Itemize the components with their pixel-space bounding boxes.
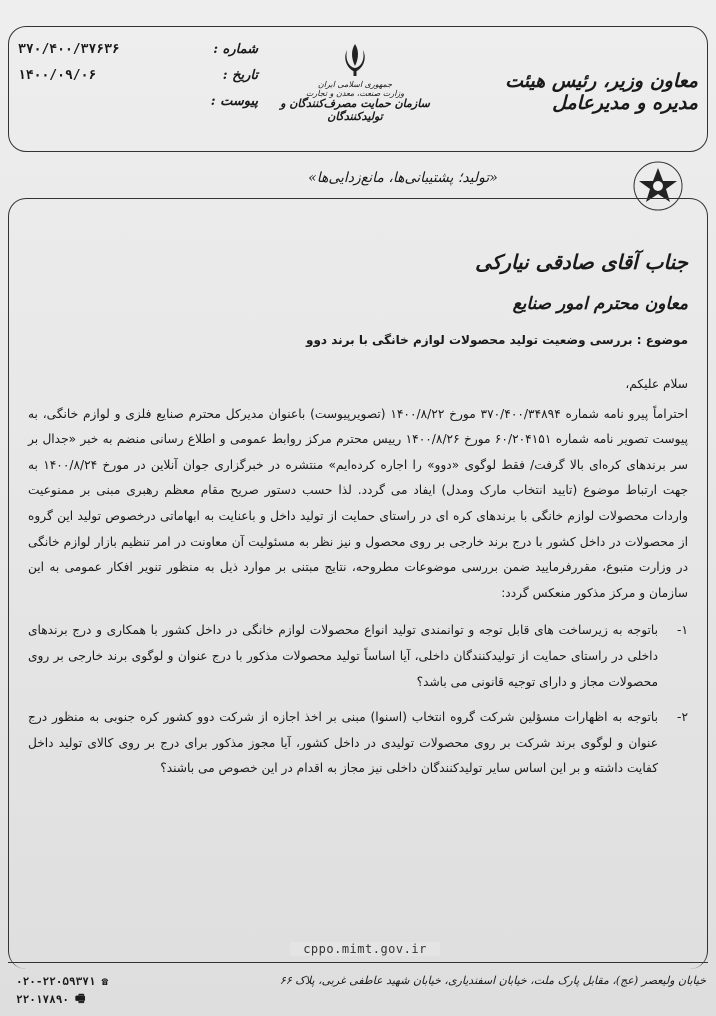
footer-divider bbox=[8, 962, 708, 963]
subject-label: موضوع : bbox=[636, 333, 688, 347]
meta-date: ۱۴۰۰/۰۹/۰۶ تاریخ : bbox=[18, 68, 258, 83]
subject-line bbox=[28, 333, 688, 347]
slogan: «تولید؛ پشتیبانی‌ها، مانع‌زدایی‌ها» bbox=[308, 170, 498, 186]
meta-attachment: پیوست : bbox=[210, 94, 258, 109]
website-link[interactable]: cppo.mimt.gov.ir bbox=[290, 942, 440, 956]
letter-meta bbox=[18, 42, 258, 120]
organization-name: جمهوری اسلامی ایران وزارت صنعت، معدن و تجارت سازمان حمایت مصرف‌کنندگان و تولیدکنندگان bbox=[280, 80, 430, 124]
addressee-role: معاون محترم امور صنایع bbox=[512, 294, 688, 314]
addressee-name: جناب آقای صادقی نیارکی bbox=[475, 250, 688, 274]
fax-row: ۲۲۰۱۷۸۹۰ 🖷 bbox=[16, 990, 126, 1008]
sender-title: معاون وزیر، رئیس هیئت مدیره و مدیرعامل bbox=[505, 70, 698, 114]
phone-row: ۰۲۰-۲۲۰۵۹۳۷۱ ☎ bbox=[16, 974, 109, 988]
meta-number: ۳۷۰/۴۰۰/۳۷۶۳۶ شماره : bbox=[18, 42, 258, 57]
main-paragraph: احتراماً پیرو نامه شماره ۳۷۰/۴۰۰/۳۴۸۹۴ مورخ ۱۴۰۰/۸/۲۲ (تصویرپیوست) باعنوان مدیرکل محترم صنایع فلزی و لوازم خانگی، به پیوست تصویر نامه شماره ۶۰/۲۰۴۱۵۱ مورخ ۱۴۰۰/۸/۲۶ رییس محترم مرکز روابط عمومی و اطلاع رسانی منضم به خبر «جدال بر سر برندهای کره‌ای بالا گرفت/ فقط لوگوی «دوو» را اجاره کرده‌ایم» منتشره در خبرگزاری جوان آنلاین در مورخ ۱۴۰۰/۸/۲۴ به جهت ارتباط موضوع (تایید انتخاب مارک ومدل) ایفاد می گردد. لذا حسب دستور صریح مقام معظم رهبری مبنی بر ممنوعیت واردات محصولات لوازم خانگی با برندهای کره ای در راستای حمایت از تولید داخل و باعنایت به ابهاماتی درخصوص تولید این گروه از محصولات در داخل کشور با درج برند خارجی بر روی محصول و نیز نظر به مسئولیت آن معاونت در امر تنظیم بازار لوازم خانگی در وزارت متبوع، مقررفرمایید ضمن بررسی موضوعات مطروحه، نتایج مبتنی بر موارد ذیل به منظور تنویر افکار عمومی به این سازمان و مرکز مذکور منعکس گردد: bbox=[28, 406, 688, 600]
postal-address: خیابان ولیعصر (عج)، مقابل پارک ملت، خیابان اسفندیاری، خیابان شهید عاطفی غربی، پلاک ۶۶ bbox=[279, 974, 706, 987]
question-list bbox=[28, 618, 688, 782]
list-item: ۲- باتوجه به اظهارات مسؤلین شرکت گروه انتخاب (اسنوا) مبنی بر اخذ اجازه از شرکت دوو کشور کره جنوبی به منظور درج عنوان و لوگوی برند شرکت بر روی محصولات تولیدی در داخل کشور، آیا مجوز مذکور برای درج بر روی کالای تولید داخل کفایت داشته و بر این اساس سایر تولیدکنندگان داخلی نیز مجاز به اقدام در این خصوص می باشند؟ bbox=[28, 710, 688, 776]
fax-icon: 🖷 bbox=[74, 991, 86, 1005]
phone-icon: ☎ bbox=[101, 974, 109, 988]
greeting: سلام علیکم، bbox=[625, 377, 688, 391]
list-item: ۱- باتوجه به زیرساخت های قابل توجه و توانمندی تولید انواع محصولات لوازم خانگی در داخل کشور با همکاری و درج برندهای داخلی در راستای حمایت از تولیدکنندگان داخلی، آیا اساساً تولید محصولات مذکور با درج عنوان و لوگوی برند خارجی بر روی محصولات مجاز و دارای توجیه قانونی می باشد؟ bbox=[28, 623, 688, 689]
iran-emblem-icon bbox=[338, 40, 372, 80]
subject-text: بررسی وضعیت تولید محصولات لوازم خانگی با برند دوو bbox=[305, 333, 633, 347]
letter-body bbox=[28, 372, 688, 792]
phone-numbers bbox=[16, 972, 126, 1008]
addressee bbox=[288, 250, 688, 314]
